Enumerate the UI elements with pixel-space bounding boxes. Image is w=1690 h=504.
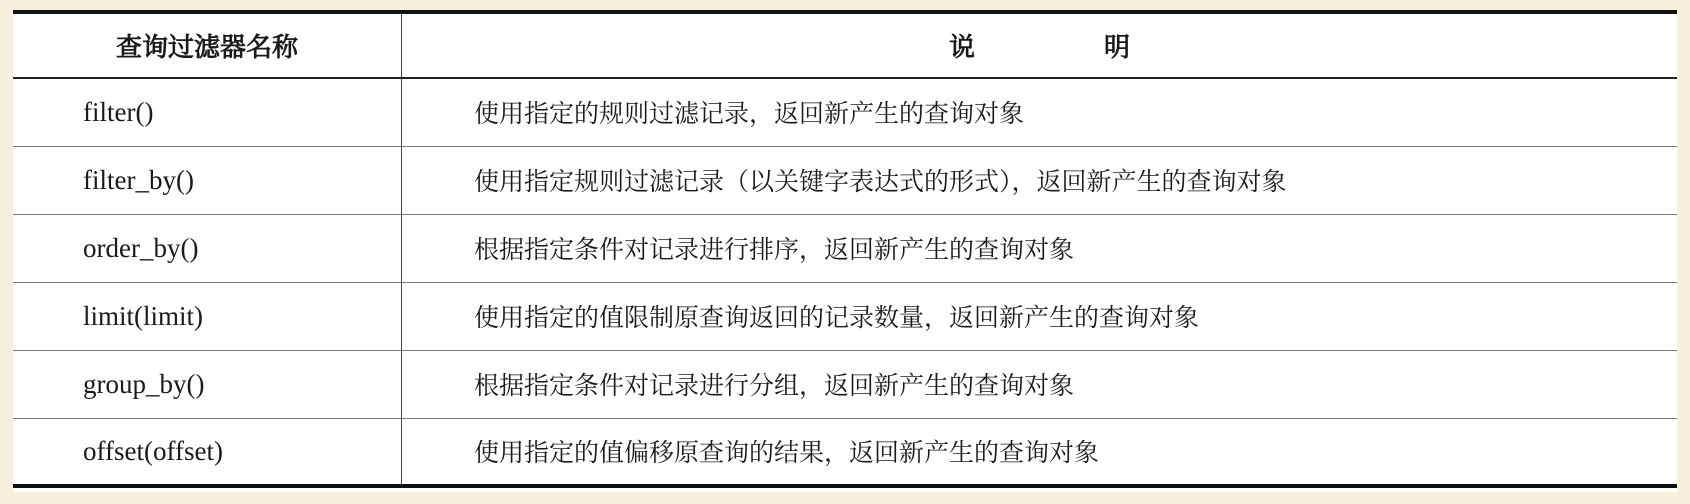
header-filter-name: 查询过滤器名称 (13, 12, 402, 78)
table-row (13, 282, 1677, 350)
table-row (13, 146, 1677, 214)
header-description: 说 明 (402, 12, 1678, 78)
table-body (13, 78, 1677, 486)
filter-description-cell: 使用指定的值偏移原查询的结果，返回新产生的查询对象 (402, 418, 1678, 486)
header-row (13, 12, 1677, 78)
table-row (13, 214, 1677, 282)
table-row (13, 78, 1677, 146)
table-header (13, 12, 1677, 78)
filter-name-cell: filter() (13, 78, 402, 146)
filter-name-cell: offset(offset) (13, 418, 402, 486)
table-row (13, 350, 1677, 418)
filter-name-cell: order_by() (13, 214, 402, 282)
document-page (13, 10, 1677, 492)
filter-description-cell: 使用指定的规则过滤记录，返回新产生的查询对象 (402, 78, 1678, 146)
filter-description-cell: 根据指定条件对记录进行排序，返回新产生的查询对象 (402, 214, 1678, 282)
filter-description-cell: 使用指定的值限制原查询返回的记录数量，返回新产生的查询对象 (402, 282, 1678, 350)
filter-description-cell: 使用指定规则过滤记录（以关键字表达式的形式），返回新产生的查询对象 (402, 146, 1678, 214)
filter-name-cell: filter_by() (13, 146, 402, 214)
filter-description-cell: 根据指定条件对记录进行分组，返回新产生的查询对象 (402, 350, 1678, 418)
table-row (13, 418, 1677, 486)
filter-name-cell: limit(limit) (13, 282, 402, 350)
query-filter-table (13, 10, 1677, 488)
filter-name-cell: group_by() (13, 350, 402, 418)
